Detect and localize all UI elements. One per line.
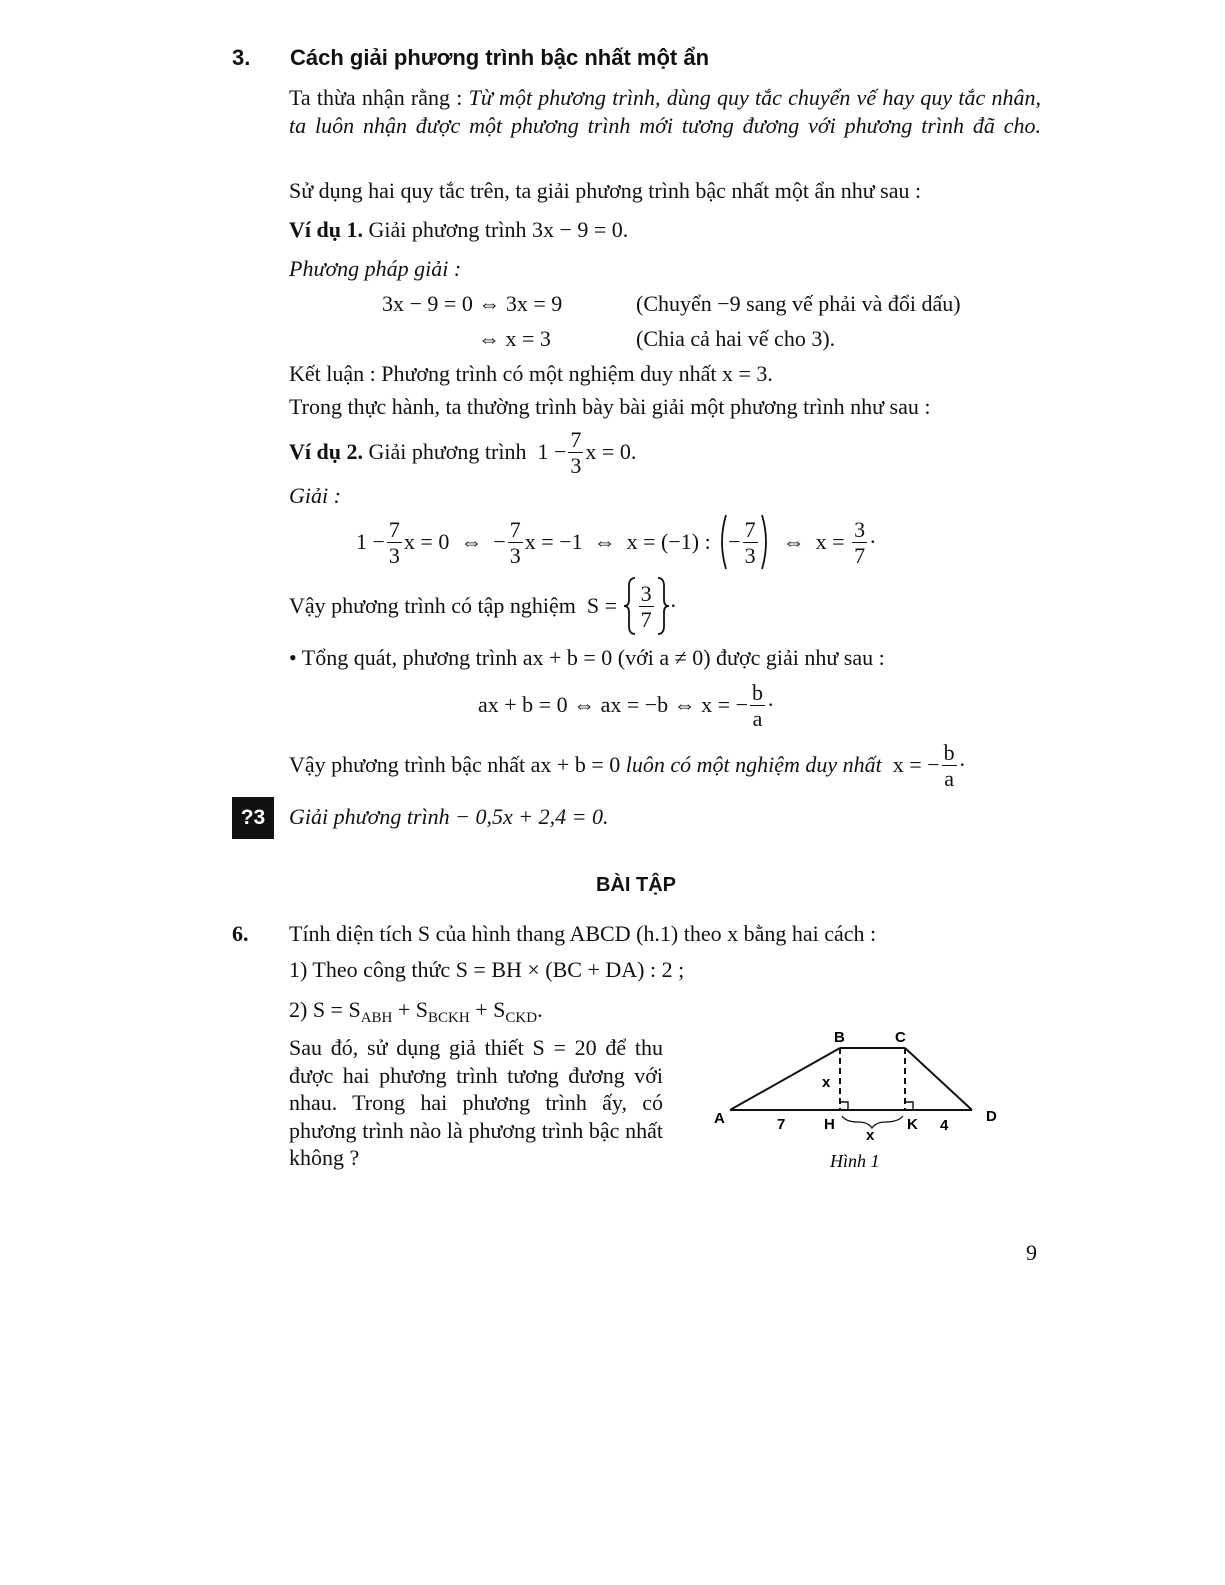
- subscript-ckd: CKD: [505, 1010, 538, 1026]
- math-x: x: [626, 529, 638, 554]
- general-summary: [289, 737, 966, 793]
- math-one: 1: [537, 439, 549, 464]
- example2-statement: Giải phương trình: [368, 439, 527, 464]
- question-text: Giải phương trình − 0,5x + 2,4 = 0.: [289, 804, 609, 829]
- example1-step1-note: (Chuyển −9 sang vế phải và đổi dấu): [636, 291, 961, 316]
- exercise-statement: Tính diện tích S của hình thang ABCD (h.1) theo x bằng hai cách :: [289, 921, 877, 946]
- math-equals: =: [541, 529, 554, 554]
- example1-step2-note: (Chia cả hai vế cho 3).: [636, 326, 836, 351]
- general-equation: [478, 677, 774, 733]
- frac-den: 3: [570, 452, 582, 478]
- exercise-way1: 1) Theo công thức S = BH × (BC + DA) : 2 ;: [289, 957, 685, 982]
- subscript-abh: ABH: [360, 1010, 393, 1026]
- exercises-heading: BÀI TẬP: [596, 874, 676, 896]
- math-zero: 0: [619, 439, 631, 464]
- general-summary-x: x = −: [892, 752, 940, 777]
- exercise-body: Sau đó, sử dụng giả thiết S = 20 để thu được hai phương trình tương đương với nhau. Trong hai phương trình ấy, có phương trình nào là phương trình bậc nhất không ?: [289, 1035, 663, 1170]
- frac-num: 3: [854, 516, 866, 542]
- math-period: ·: [958, 752, 966, 777]
- example1-step2-eq: ⇔ x = 3: [478, 326, 551, 351]
- plus-s: + S: [392, 997, 429, 1022]
- fraction-seven-thirds: [508, 517, 523, 568]
- frac-num: 7: [570, 426, 582, 452]
- subscript-bckh: BCKH: [428, 1010, 470, 1026]
- height-label: x: [822, 1074, 831, 1091]
- math-x: x: [815, 529, 827, 554]
- example1-step1-eq: 3x − 9 = 0 ⇔ 3x = 9: [382, 291, 563, 316]
- trapezoid-figure: [700, 1020, 1020, 1190]
- right-angle-H: [840, 1102, 848, 1110]
- label-K: K: [907, 1116, 918, 1133]
- iff-symbol: ⇔: [460, 529, 483, 554]
- label-D: D: [986, 1108, 997, 1125]
- frac-den: 3: [388, 542, 400, 568]
- solution-set-text: Vậy phương trình có tập nghiệm: [289, 593, 576, 618]
- way2-end: .: [537, 997, 543, 1022]
- example2-line: [289, 422, 636, 482]
- math-equals: =: [643, 529, 656, 554]
- figure-caption: Hình 1: [830, 1151, 880, 1171]
- math-minus: −: [493, 529, 506, 554]
- math-minus-one: −1: [559, 529, 583, 554]
- right-paren-icon: [760, 513, 772, 571]
- math-one: 1: [356, 529, 367, 554]
- segment-KD-label: 4: [940, 1117, 949, 1134]
- segment-AH-label: 7: [777, 1116, 786, 1133]
- math-colon: :: [704, 529, 711, 554]
- label-C: C: [895, 1029, 906, 1046]
- frac-den: 3: [509, 542, 521, 568]
- math-equals: =: [832, 529, 845, 554]
- example2-solution-label: Giải :: [289, 483, 341, 508]
- general-summary-italic: luôn có một nghiệm duy nhất: [625, 752, 882, 777]
- fraction-b-over-a: [750, 680, 765, 731]
- iff-symbol: ⇔: [593, 529, 616, 554]
- math-period: ·: [669, 593, 677, 618]
- set-S-equals: S =: [586, 593, 618, 618]
- page-number: 9: [1026, 1240, 1037, 1265]
- plus-s: + S: [469, 997, 506, 1022]
- example2-solution-set: [289, 575, 677, 637]
- right-angle-K: [905, 1102, 913, 1110]
- section-number: 3.: [232, 45, 251, 70]
- example1-statement: Giải phương trình 3x − 9 = 0.: [368, 217, 629, 242]
- frac-den: 3: [744, 542, 756, 568]
- fraction-seven-thirds: [568, 427, 583, 478]
- example2-solution-chain: [356, 512, 876, 572]
- frac-den: 7: [640, 606, 652, 632]
- example1-line: [289, 216, 628, 244]
- example1-label: Ví dụ 1.: [289, 217, 363, 242]
- way2-prefix: 2) S = S: [289, 997, 361, 1022]
- math-x: x: [403, 529, 415, 554]
- math-period: ·: [869, 529, 877, 554]
- frac-den: a: [752, 705, 763, 731]
- general-bullet: • Tổng quát, phương trình ax + b = 0 (với a ≠ 0) được giải như sau :: [289, 645, 885, 670]
- example2-label: Ví dụ 2.: [289, 439, 363, 464]
- section-title: Cách giải phương trình bậc nhất một ẩn: [290, 45, 710, 70]
- fraction-b-over-a: [942, 740, 957, 791]
- math-equals: =: [601, 439, 615, 464]
- fraction-three-sevenths: [639, 581, 654, 632]
- base-HK-label: x: [866, 1127, 875, 1144]
- left-paren-icon: [716, 513, 728, 571]
- example1-practice: Trong thực hành, ta thường trình bày bài giải một phương trình như sau :: [289, 394, 931, 419]
- example1-method: Phương pháp giải :: [289, 256, 462, 281]
- math-period: ·: [766, 692, 775, 717]
- frac-den: 7: [854, 542, 866, 568]
- fraction-seven-thirds: [743, 517, 758, 568]
- intro-lead: Ta thừa nhận rằng :: [289, 85, 463, 110]
- label-H: H: [824, 1116, 835, 1133]
- exercise-number: 6.: [232, 921, 249, 946]
- math-paren-minus-one: (−1): [661, 529, 700, 554]
- frac-num: 7: [509, 516, 521, 542]
- label-A: A: [714, 1110, 725, 1127]
- left-brace-icon: [623, 576, 637, 636]
- math-minus: −: [372, 529, 385, 554]
- frac-num: b: [943, 739, 955, 765]
- math-minus: −: [553, 439, 567, 464]
- intro-rule: Từ một phương trình, dùng quy tắc chuyển vế hay quy tắc nhân, ta luôn nhận được một phương trình mới tương đương với phương trình đã cho.: [289, 85, 1041, 138]
- side-CD: [905, 1048, 972, 1110]
- fraction-seven-thirds: [387, 517, 402, 568]
- intro-usage: Sử dụng hai quy tắc trên, ta giải phương trình bậc nhất một ẩn như sau :: [289, 178, 922, 203]
- frac-num: 7: [744, 516, 756, 542]
- general-eq-left: ax + b = 0 ⇔ ax = −b ⇔ x = −: [478, 692, 748, 717]
- frac-num: 7: [388, 516, 400, 542]
- question-badge: ?3: [232, 797, 274, 839]
- frac-num: 3: [640, 580, 652, 606]
- label-B: B: [834, 1029, 845, 1046]
- right-brace-icon: [656, 576, 670, 636]
- intro-paragraph: [289, 84, 1041, 168]
- exercise-way2: [289, 996, 543, 1032]
- fraction-three-sevenths: [852, 517, 867, 568]
- math-dot: .: [630, 439, 637, 464]
- math-x: x: [524, 529, 536, 554]
- math-equals: =: [420, 529, 433, 554]
- example1-conclusion: Kết luận : Phương trình có một nghiệm duy nhất x = 3.: [289, 361, 773, 386]
- math-minus: −: [728, 529, 741, 554]
- math-zero: 0: [438, 529, 450, 554]
- frac-num: b: [751, 679, 763, 705]
- iff-symbol: ⇔: [782, 529, 805, 554]
- frac-den: a: [944, 765, 954, 791]
- math-x: x: [585, 439, 597, 464]
- general-summary-prefix: Vậy phương trình bậc nhất ax + b = 0: [289, 752, 621, 777]
